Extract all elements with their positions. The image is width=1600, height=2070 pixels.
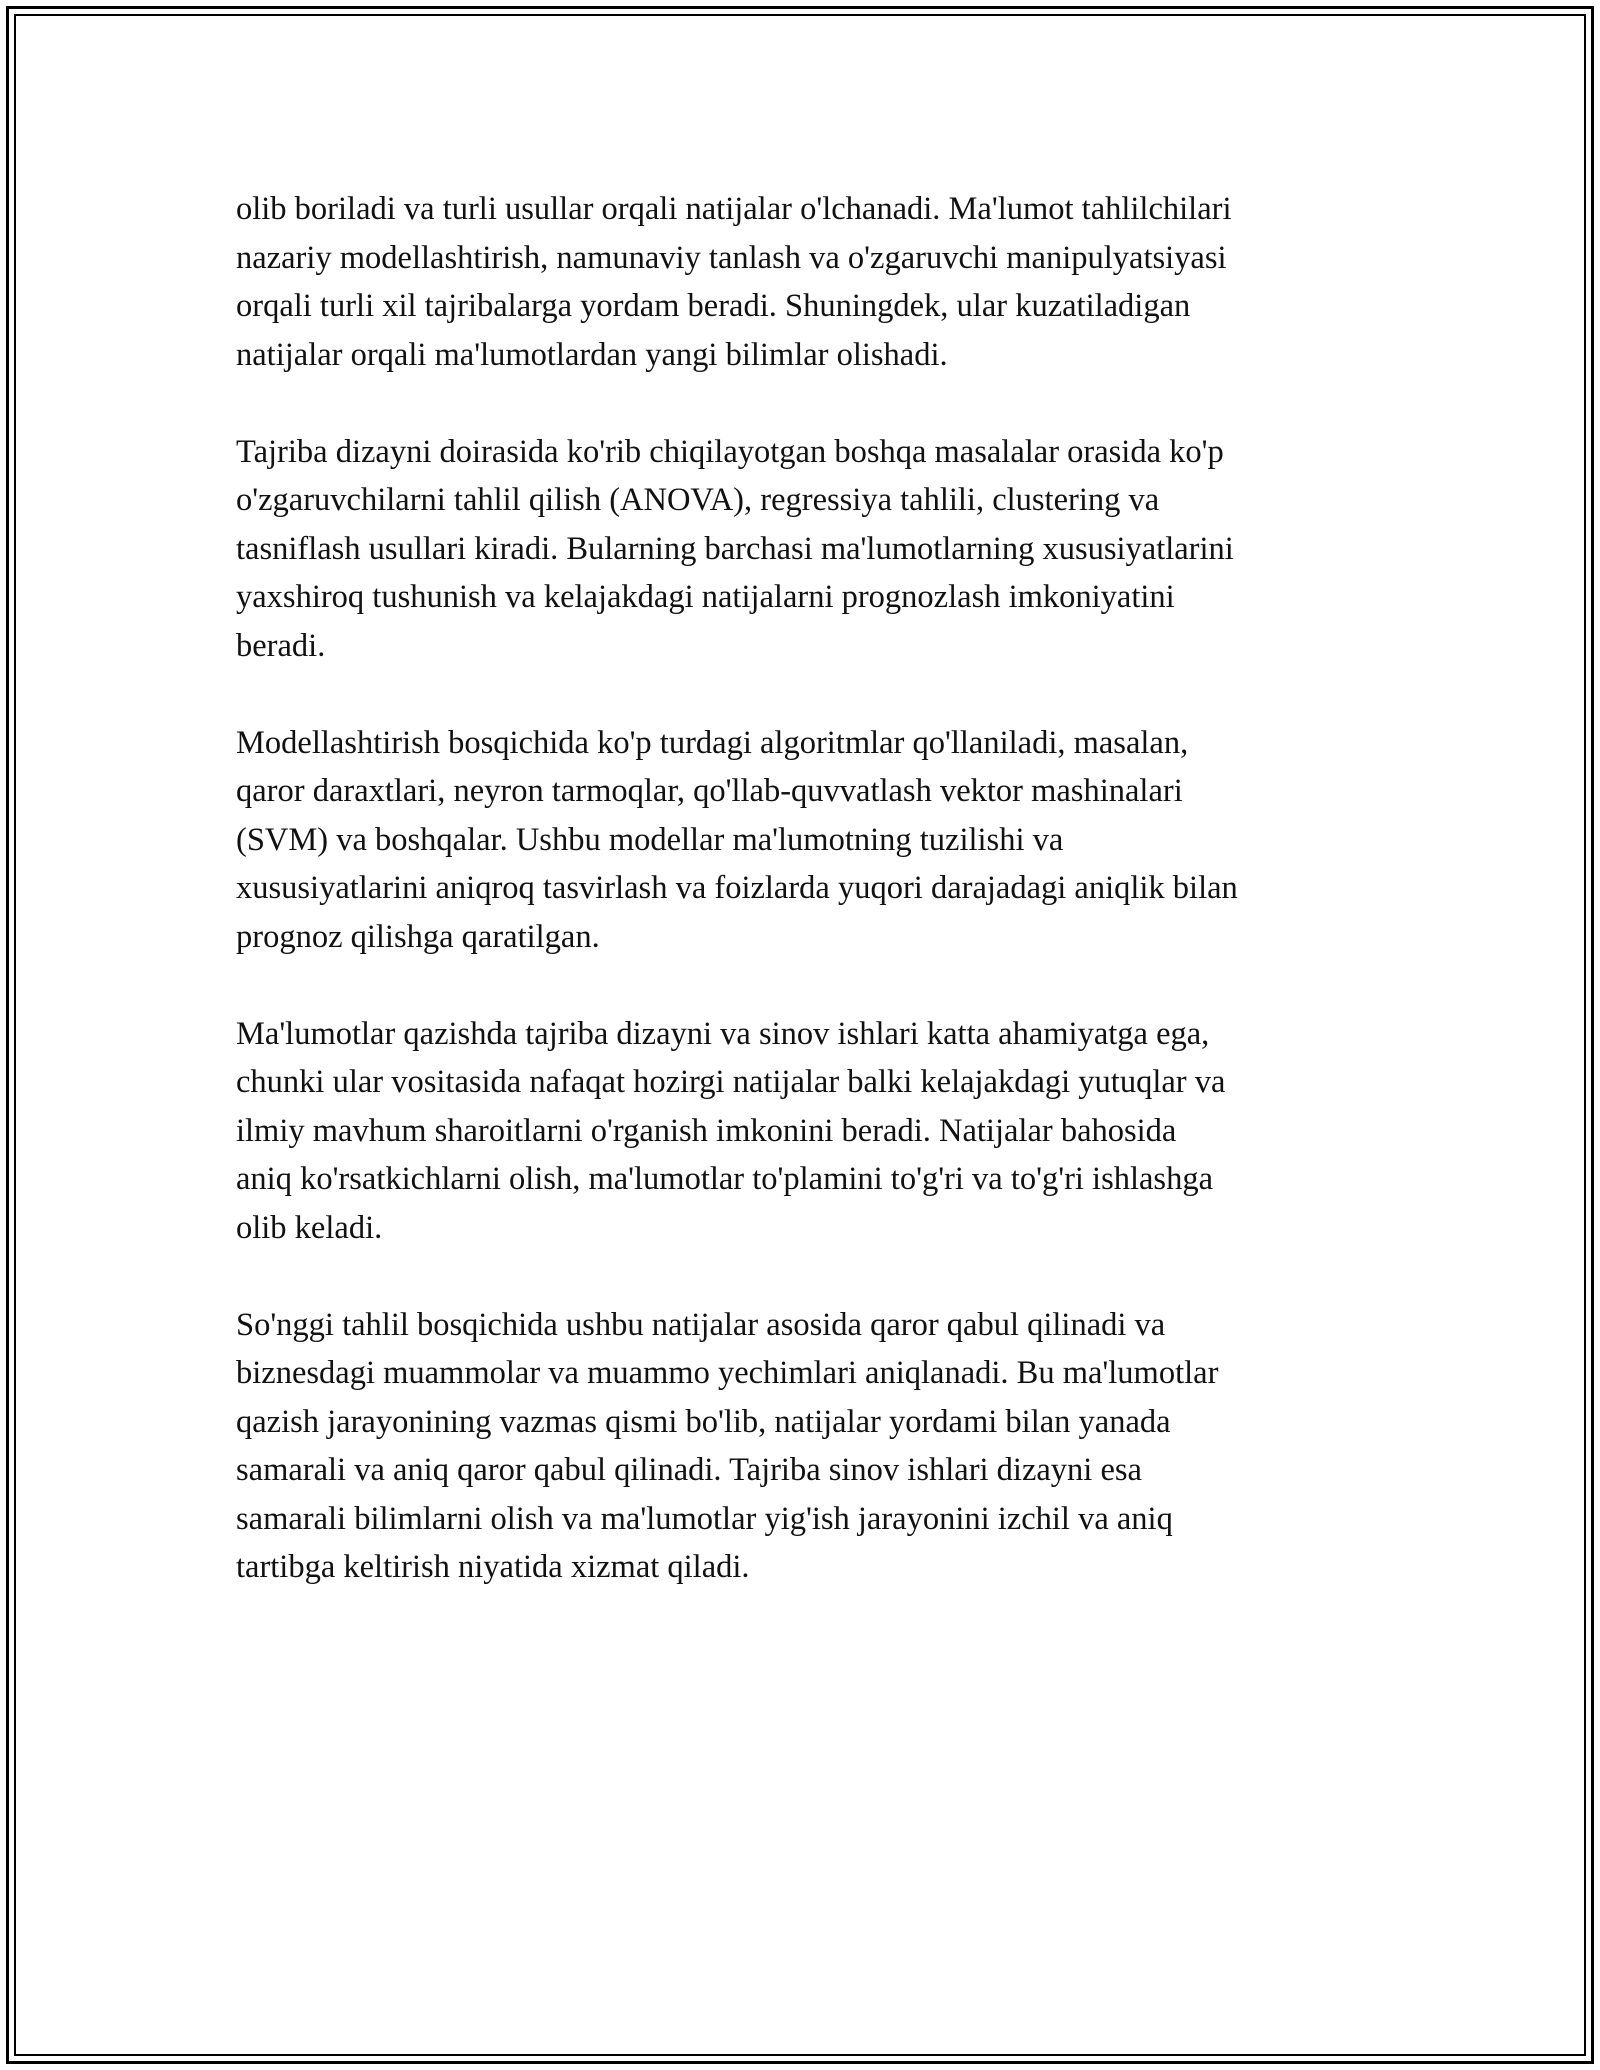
paragraph-1: olib boriladi va turli usullar orqali natijalar o'lchanadi. Ma'lumot tahlilchilari nazariy modellashtirish, namunaviy tanlash va o'zgaruvchi manipulyatsiyasi orqali turli xil tajribalarga yordam beradi. Shuningdek, ular kuzatiladigan natijalar orqali ma'lumotlardan yangi bilimlar olishadi.	[236, 191, 1232, 373]
paragraph-2: Tajriba dizayni doirasida ko'rib chiqilayotgan boshqa masalalar orasida ko'p o'zgaruvchilarni tahlil qilish (ANOVA), regressiya tahlili, clustering va tasniflash usullari kiradi. Bularning barchasi ma'lumotlarning xususiyatlarini yaxshiroq tushunish va kelajakdagi natijalarni prognozlash imkoniyatini beradi.	[236, 433, 1234, 664]
paragraph-4: Ma'lumotlar qazishda tajriba dizayni va sinov ishlari katta ahamiyatga ega, chunki ular vositasida nafaqat hozirgi natijalar balki kelajakdagi yutuqlar va ilmiy mavhum sharoitlarni o'rganish imkonini beradi. Natijalar bahosida aniq ko'rsatkichlarni olish, ma'lumotlar to'plamini to'g'ri va to'g'ri ishlashga olib keladi.	[236, 1015, 1226, 1246]
document-body	[236, 185, 1386, 1640]
paragraph-5: So'nggi tahlil bosqichida ushbu natijalar asosida qaror qabul qilinadi va biznesdagi muammolar va muammo yechimlari aniqlanadi. Bu ma'lumotlar qazish jarayonining vazmas qismi bo'lib, natijalar yordami bilan yanada samarali va aniq qaror qabul qilinadi. Tajriba sinov ishlari dizayni esa samarali bilimlarni olish va ma'lumotlar yig'ish jarayonini izchil va aniq tartibga keltirish niyatida xizmat qiladi.	[236, 1306, 1219, 1585]
paragraph-3: Modellashtirish bosqichida ko'p turdagi algoritmlar qo'llaniladi, masalan, qaror daraxtlari, neyron tarmoqlar, qo'llab-quvvatlash vektor mashinalari (SVM) va boshqalar. Ushbu modellar ma'lumotning tuzilishi va xususiyatlarini aniqroq tasvirlash va foizlarda yuqori darajadagi aniqlik bilan prognoz qilishga qaratilgan.	[236, 724, 1238, 955]
